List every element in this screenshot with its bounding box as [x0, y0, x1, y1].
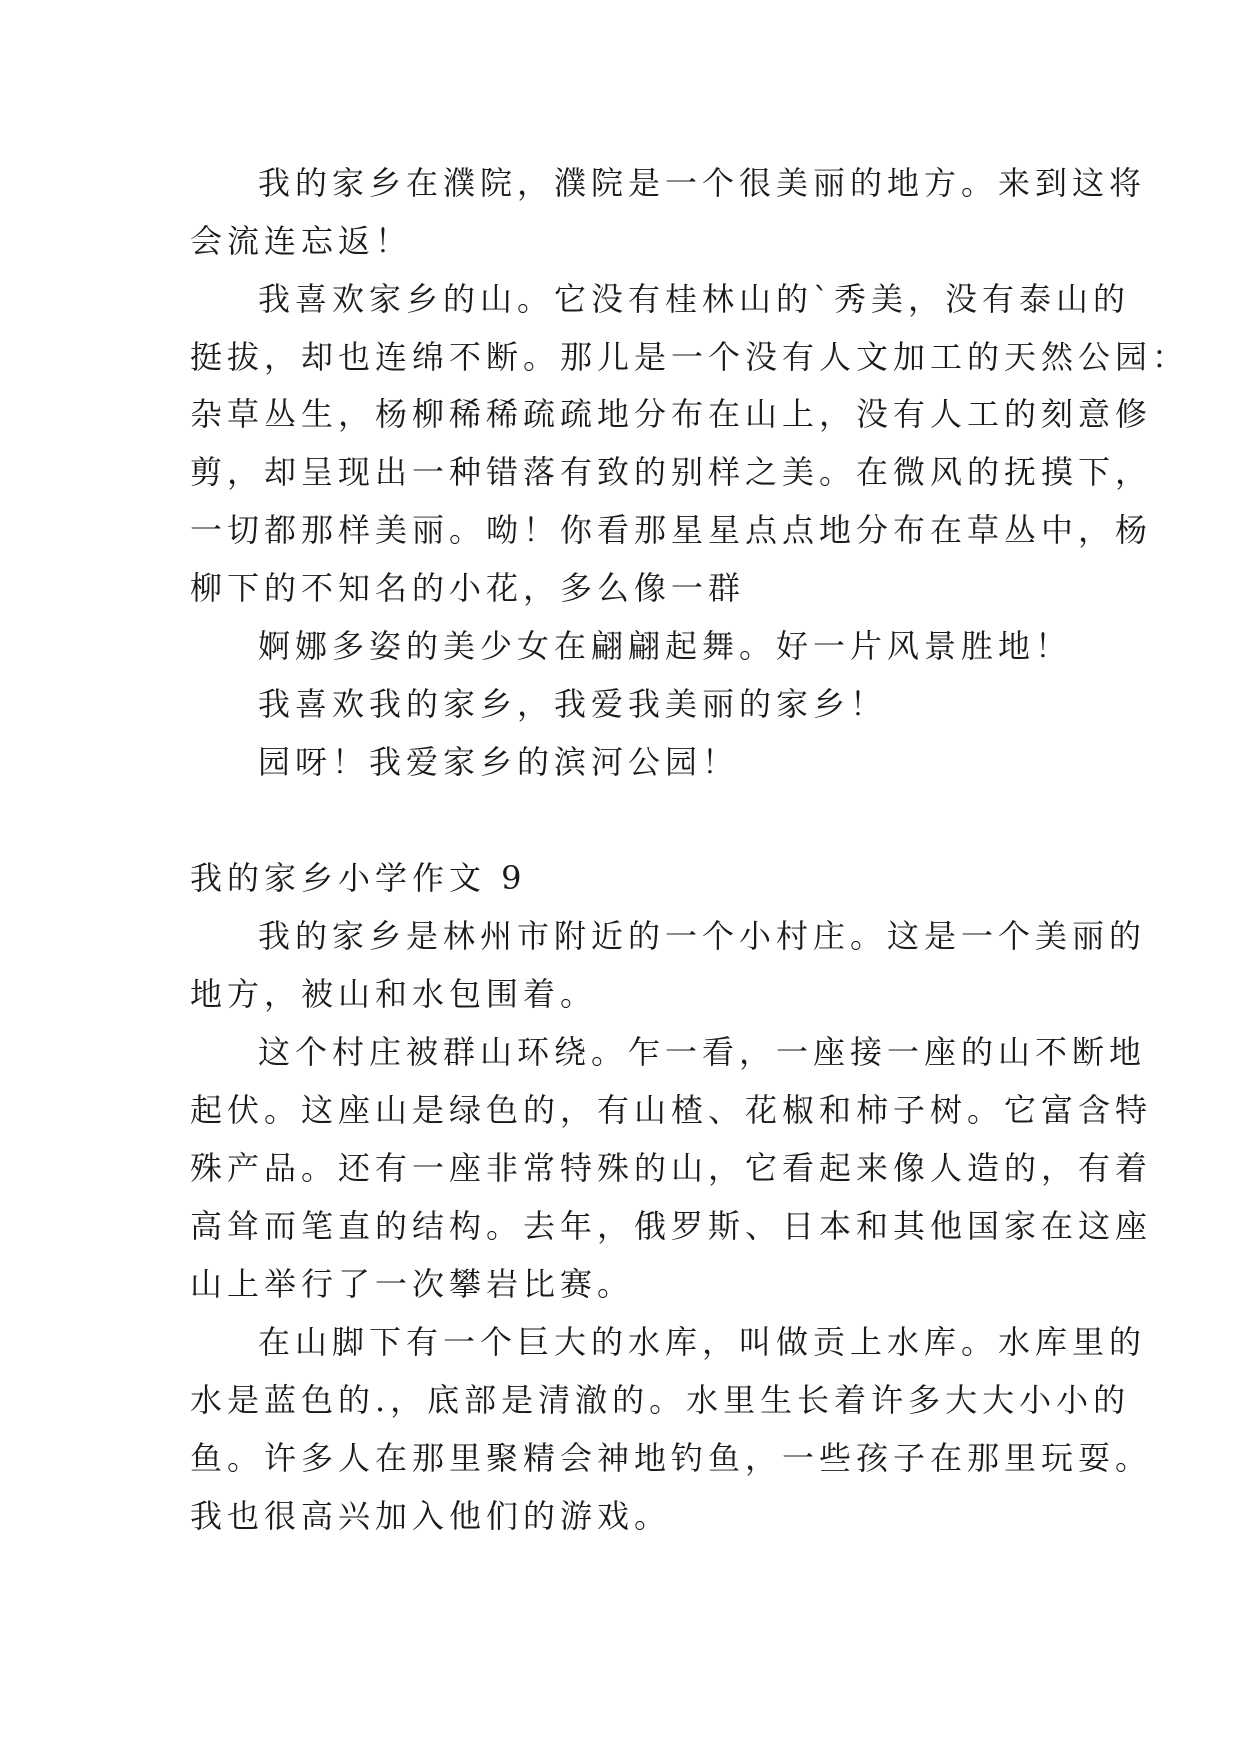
paragraph-1-line-1: 我的家乡在濮院，濮院是一个很美丽的地方。来到这将 — [258, 164, 1147, 202]
paragraph-2-line-3: 杂草丛生，杨柳稀稀疏疏地分布在山上，没有人工的刻意修 — [190, 395, 1153, 433]
paragraph-7-line-4: 高耸而笔直的结构。去年，俄罗斯、日本和其他国家在这座 — [190, 1207, 1153, 1245]
paragraph-2-line-1: 我喜欢家乡的山。它没有桂林山的`秀美，没有泰山的 — [258, 280, 1131, 318]
paragraph-2-line-6: 柳下的不知名的小花，多么像一群 — [190, 569, 746, 607]
paragraph-8-line-3: 鱼。许多人在那里聚精会神地钓鱼，一些孩子在那里玩耍。 — [190, 1439, 1153, 1477]
paragraph-7-line-2: 起伏。这座山是绿色的，有山楂、花椒和柿子树。它富含特 — [190, 1091, 1153, 1129]
paragraph-6-line-2: 地方，被山和水包围着。 — [190, 975, 598, 1013]
paragraph-8-line-1: 在山脚下有一个巨大的水库，叫做贡上水库。水库里的 — [258, 1323, 1147, 1361]
paragraph-2-line-2: 挺拔，却也连绵不断。那儿是一个没有人文加工的天然公园： — [190, 338, 1190, 376]
paragraph-1-line-2: 会流连忘返！ — [190, 222, 413, 260]
paragraph-7-line-1: 这个村庄被群山环绕。乍一看，一座接一座的山不断地 — [258, 1033, 1147, 1071]
paragraph-8-line-2: 水是蓝色的.，底部是清澈的。水里生长着许多大大小小的 — [190, 1381, 1131, 1419]
paragraph-2-line-5: 一切都那样美丽。呦！你看那星星点点地分布在草丛中，杨 — [190, 511, 1153, 549]
paragraph-3-line-1: 婀娜多姿的美少女在翩翩起舞。好一片风景胜地！ — [258, 627, 1073, 665]
paragraph-7-line-5: 山上举行了一次攀岩比赛。 — [190, 1265, 635, 1303]
paragraph-4-line-1: 我喜欢我的家乡，我爱我美丽的家乡！ — [258, 685, 888, 723]
paragraph-5-line-1: 园呀！我爱家乡的滨河公园！ — [258, 743, 740, 781]
paragraph-7-line-3: 殊产品。还有一座非常特殊的山，它看起来像人造的，有着 — [190, 1149, 1153, 1187]
paragraph-2-line-4: 剪，却呈现出一种错落有致的别样之美。在微风的抚摸下， — [190, 453, 1153, 491]
paragraph-6-line-1: 我的家乡是林州市附近的一个小村庄。这是一个美丽的 — [258, 917, 1147, 955]
section-heading: 我的家乡小学作文 9 — [190, 859, 527, 897]
paragraph-8-line-4: 我也很高兴加入他们的游戏。 — [190, 1497, 672, 1535]
